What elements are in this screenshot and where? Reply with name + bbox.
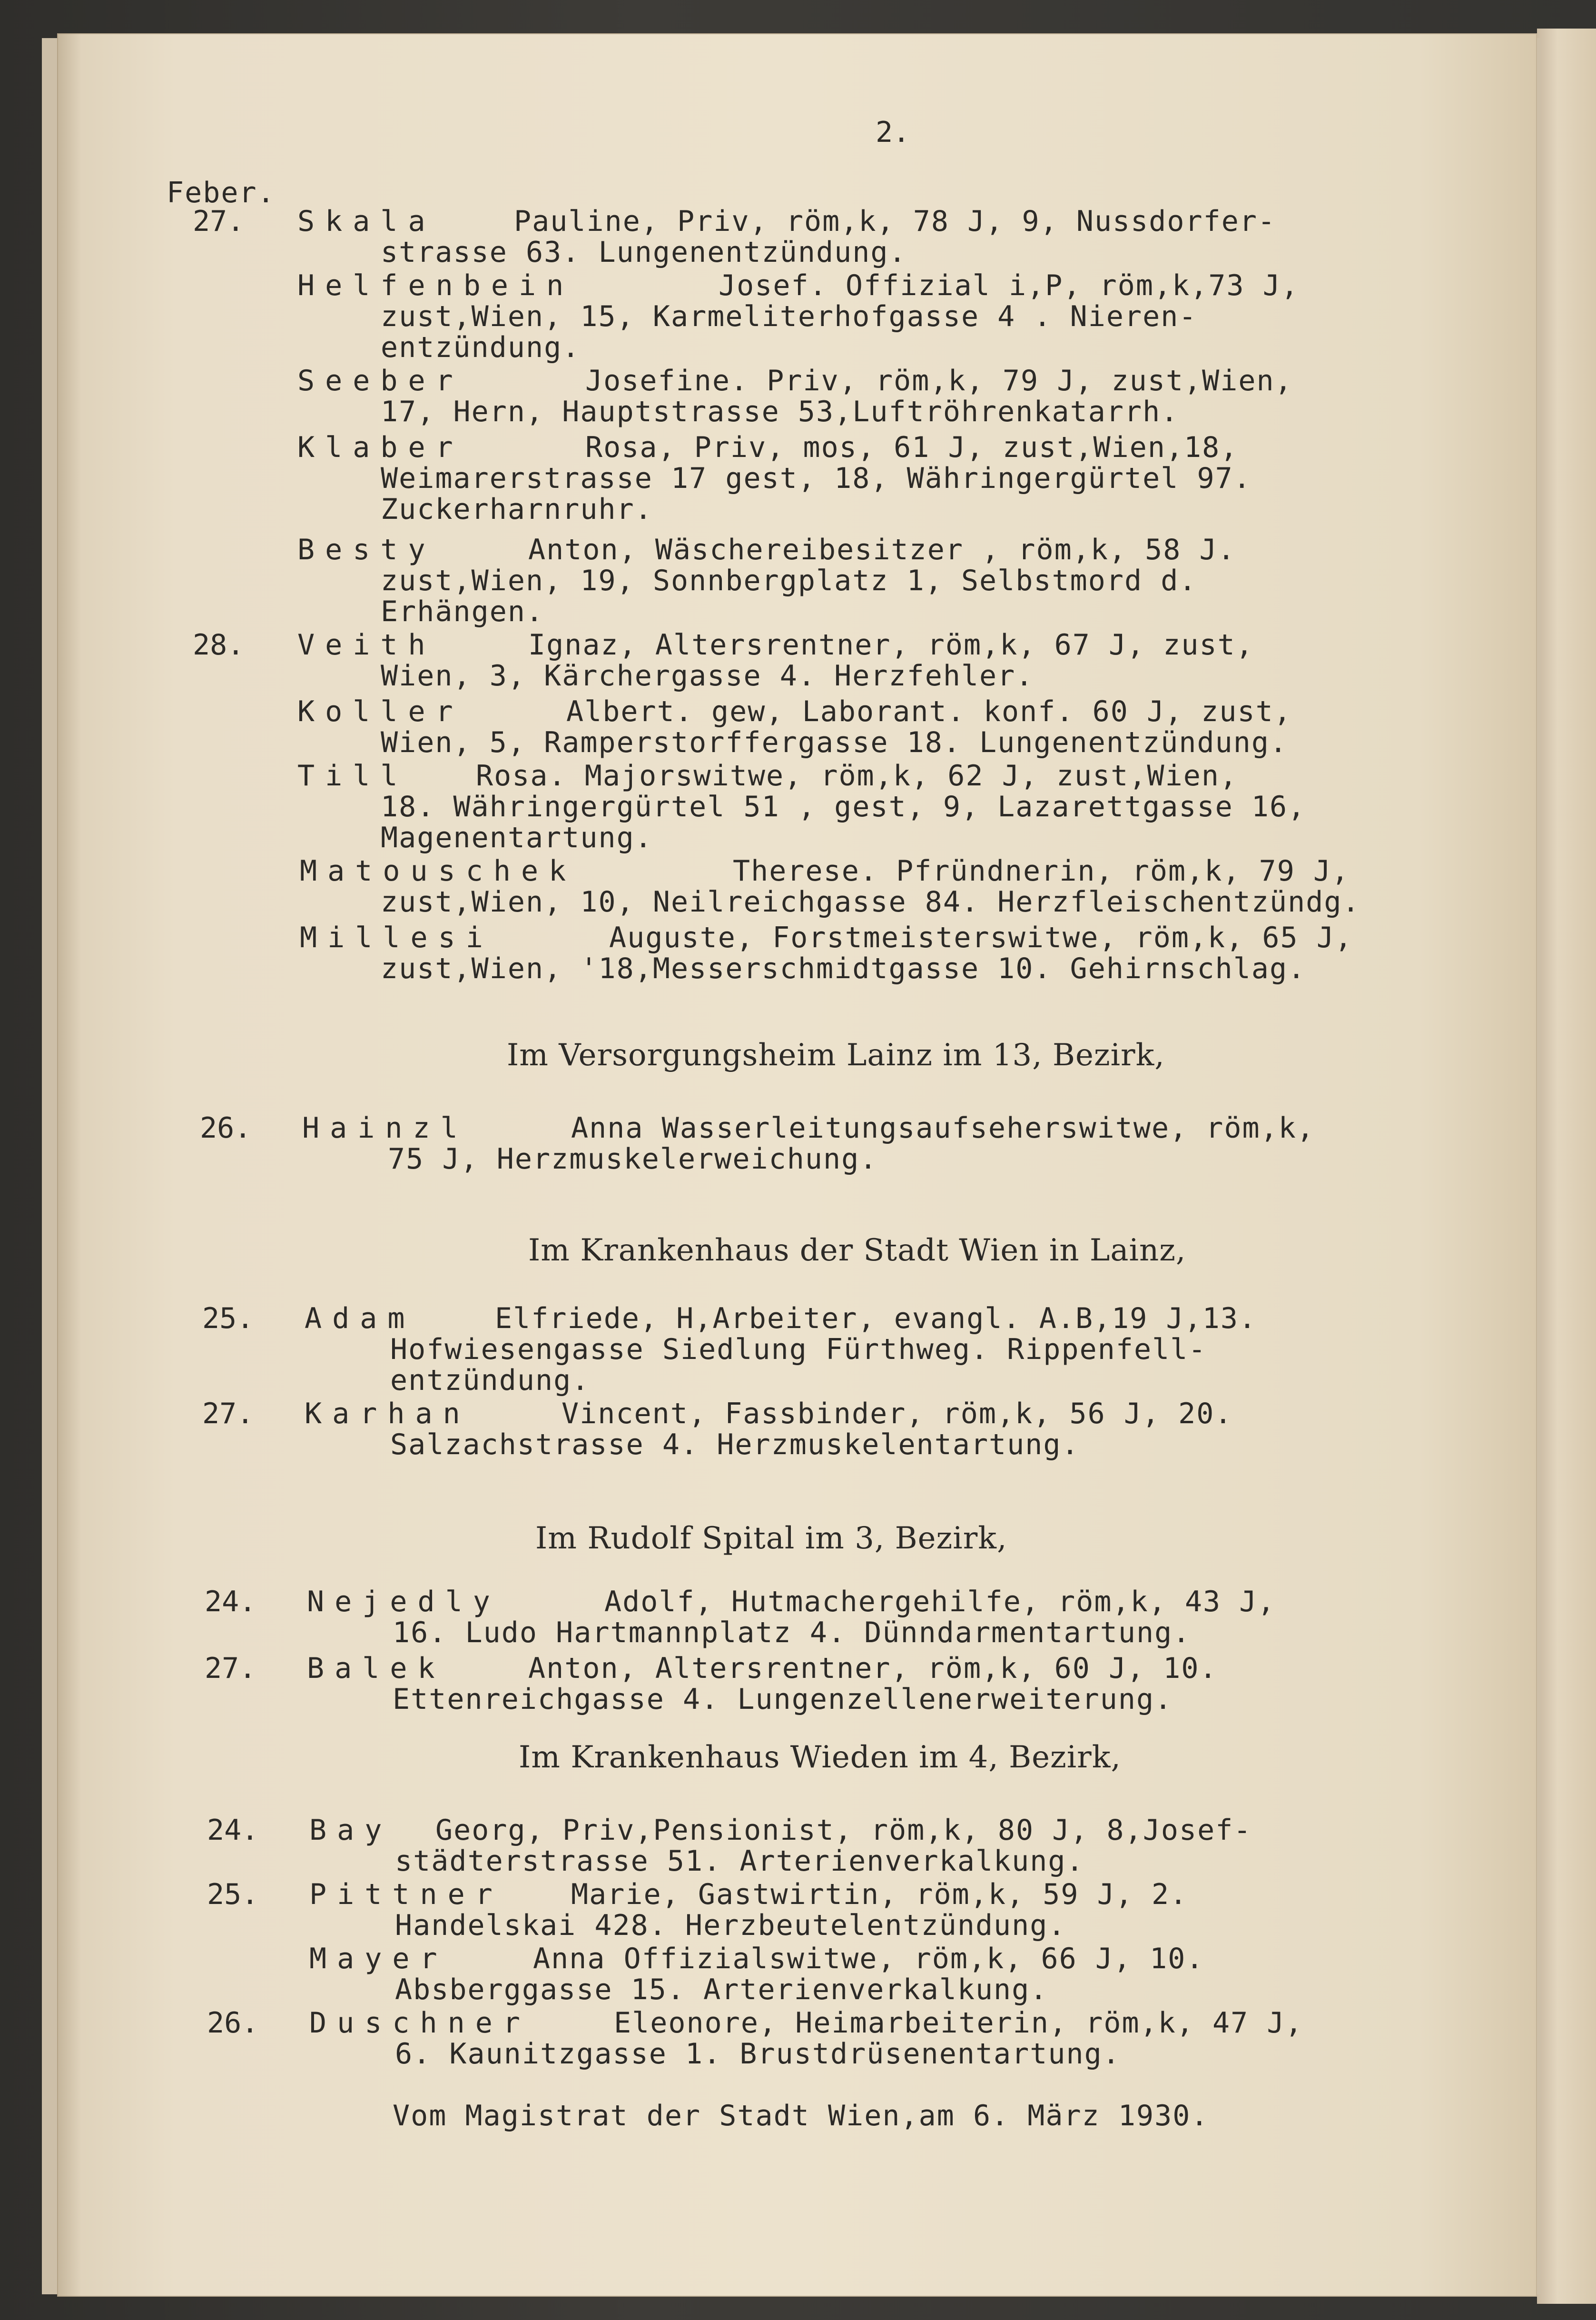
entry-line: Erhängen. (381, 595, 544, 628)
entry-surname: Matouschek (300, 854, 577, 888)
entry-line: 16. Ludo Hartmannplatz 4. Dünndarmentartung. (393, 1616, 1191, 1649)
entry-line: Auguste, Forstmeisterswitwe, röm,k, 65 J, (609, 921, 1353, 954)
entry-surname: Klaber (297, 431, 463, 464)
entry-line: Magenentartung. (381, 821, 653, 854)
entry-line: Georg, Priv,Pensionist, röm,k, 80 J, 8,Josef- (435, 1814, 1252, 1847)
entry-day: 25. (207, 1878, 259, 1911)
entry-surname: Balek (307, 1652, 445, 1685)
entry-surname: Skala (297, 205, 436, 238)
entry-surname: Pittner (309, 1878, 503, 1911)
entry-day: 24. (205, 1585, 256, 1618)
entry-line: zust,Wien, '18,Messerschmidtgasse 10. Gehirnschlag. (381, 952, 1306, 985)
entry-line: 18. Währingergürtel 51 , gest, 9, Lazarettgasse 16, (381, 790, 1306, 823)
entry-surname: Besty (297, 533, 436, 566)
entry-line: Ignaz, Altersrentner, röm,k, 67 J, zust, (528, 628, 1254, 662)
entry-line: Wien, 5, Ramperstorffergasse 18. Lungenentzündung. (381, 726, 1288, 759)
entry-line: Salzachstrasse 4. Herzmuskelentartung. (390, 1428, 1080, 1461)
entry-surname: Seeber (297, 364, 463, 397)
section-heading: Im Versorgungsheim Lainz im 13, Bezirk, (507, 1038, 1165, 1073)
entry-line: zust,Wien, 19, Sonnbergplatz 1, Selbstmord d. (381, 564, 1197, 597)
entry-line: Anton, Wäschereibesitzer , röm,k, 58 J. (528, 533, 1236, 566)
entry-day: 27. (193, 205, 245, 238)
entry-line: städterstrasse 51. Arterienverkalkung. (395, 1844, 1084, 1878)
entry-line: Anna Wasserleitungsaufseherswitwe, röm,k, (571, 1111, 1315, 1145)
entry-line: zust,Wien, 10, Neilreichgasse 84. Herzfleischentzündg. (381, 885, 1360, 919)
entry-surname: Bay (309, 1814, 393, 1847)
entry-surname: Millesi (300, 921, 493, 954)
entry-surname: Karhan (305, 1397, 471, 1430)
entry-line: Elfriede, H,Arbeiter, evangl. A.B,19 J,13. (495, 1302, 1257, 1335)
section-heading: Im Krankenhaus der Stadt Wien in Lainz, (528, 1233, 1186, 1268)
entry-day: 28. (193, 628, 245, 662)
entry-surname: Veith (297, 628, 436, 662)
document-page (57, 33, 1537, 2297)
entry-line: Rosa, Priv, mos, 61 J, zust,Wien,18, (585, 431, 1239, 464)
entry-day: 26. (200, 1111, 252, 1145)
entry-surname: Nejedly (307, 1585, 501, 1618)
entry-surname: Duschner (309, 2006, 531, 2040)
entry-surname: Hainzl (302, 1111, 468, 1145)
entry-line: Weimarerstrasse 17 gest, 18, Währingergürtel 97. (381, 462, 1251, 495)
entry-line: Rosa. Majorswitwe, röm,k, 62 J, zust,Wien, (476, 759, 1238, 793)
entry-line: entzündung. (381, 331, 581, 364)
entry-day: 27. (202, 1397, 254, 1430)
entry-line: Marie, Gastwirtin, röm,k, 59 J, 2. (571, 1878, 1188, 1911)
entry-line: Pauline, Priv, röm,k, 78 J, 9, Nussdorfer- (514, 205, 1276, 238)
entry-day: 25. (202, 1302, 254, 1335)
entry-line: strasse 63. Lungenentzündung. (381, 236, 907, 269)
entry-line: Therese. Pfründnerin, röm,k, 79 J, (733, 854, 1350, 888)
entry-surname: Adam (305, 1302, 415, 1335)
entry-line: Ettenreichgasse 4. Lungenzellenerweiterung. (393, 1683, 1173, 1716)
entry-line: Absberggasse 15. Arterienverkalkung. (395, 1973, 1048, 2006)
entry-line: zust,Wien, 15, Karmeliterhofgasse 4 . Nieren- (381, 300, 1197, 333)
footer-signature-line: Vom Magistrat der Stadt Wien,am 6. März 1930. (393, 2099, 1209, 2132)
entry-line: Handelskai 428. Herzbeutelentzündung. (395, 1909, 1066, 1942)
entry-line: Hofwiesengasse Siedlung Fürthweg. Rippenfell- (390, 1333, 1207, 1366)
entry-line: Josefine. Priv, röm,k, 79 J, zust,Wien, (585, 364, 1293, 397)
entry-line: Albert. gew, Laborant. konf. 60 J, zust, (566, 695, 1292, 728)
entry-line: Zuckerharnruhr. (381, 493, 653, 526)
section-heading: Im Rudolf Spital im 3, Bezirk, (535, 1521, 1007, 1556)
entry-surname: Koller (297, 695, 463, 728)
entry-line: Josef. Offizial i,P, röm,k,73 J, (719, 269, 1299, 302)
section-heading: Im Krankenhaus Wieden im 4, Bezirk, (519, 1740, 1121, 1775)
entry-line: Vincent, Fassbinder, röm,k, 56 J, 20. (562, 1397, 1233, 1430)
entry-day: 26. (207, 2006, 259, 2040)
entry-line: Eleonore, Heimarbeiterin, röm,k, 47 J, (614, 2006, 1303, 2040)
entry-line: Adolf, Hutmachergehilfe, röm,k, 43 J, (604, 1585, 1276, 1618)
facing-page-edge (1537, 29, 1596, 2304)
entry-surname: Mayer (309, 1942, 448, 1975)
entry-day: 27. (205, 1652, 256, 1685)
month-label: Feber. (167, 176, 276, 209)
entry-line: entzündung. (390, 1364, 590, 1397)
entry-surname: Till (297, 759, 408, 793)
entry-surname: Helfenbein (297, 269, 574, 302)
page-number: 2. (876, 116, 910, 149)
entry-line: Anton, Altersrentner, röm,k, 60 J, 10. (528, 1652, 1218, 1685)
entry-line: 75 J, Herzmuskelerweichung. (388, 1142, 878, 1176)
entry-day: 24. (207, 1814, 259, 1847)
entry-line: Wien, 3, Kärchergasse 4. Herzfehler. (381, 659, 1034, 693)
entry-line: 17, Hern, Hauptstrasse 53,Luftröhrenkatarrh. (381, 395, 1179, 428)
entry-line: 6. Kaunitzgasse 1. Brustdrüsenentartung. (395, 2037, 1121, 2071)
entry-line: Anna Offizialswitwe, röm,k, 66 J, 10. (533, 1942, 1204, 1975)
